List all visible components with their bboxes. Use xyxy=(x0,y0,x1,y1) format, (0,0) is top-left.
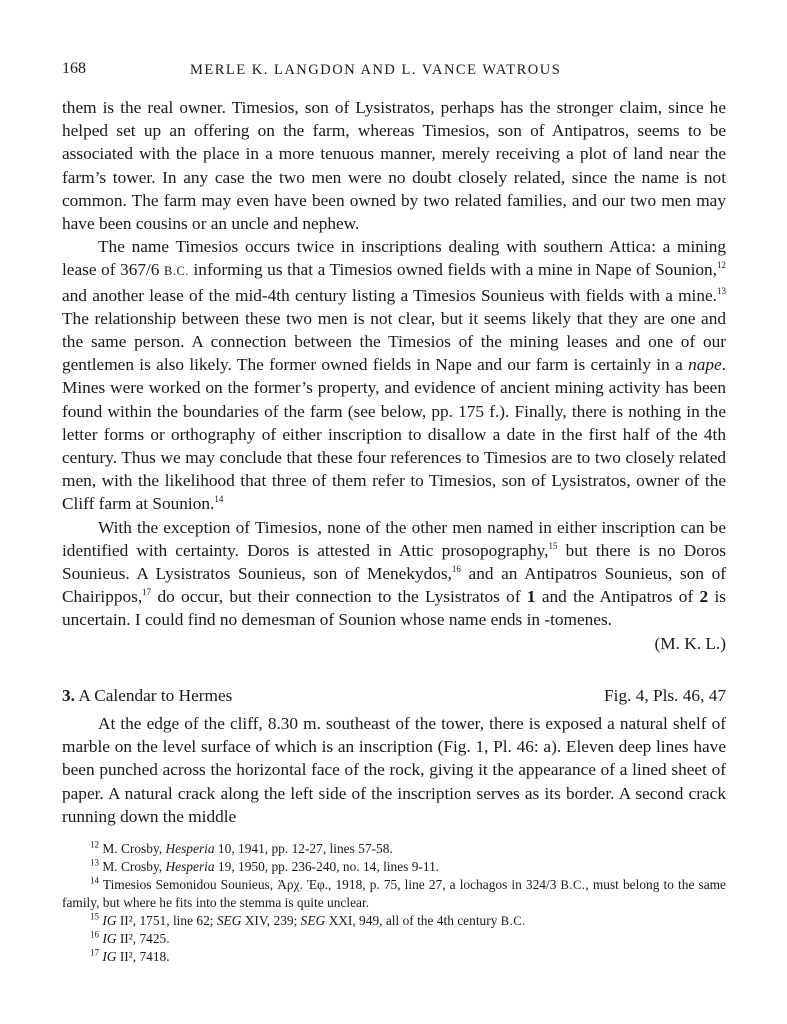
footnotes xyxy=(62,840,726,966)
page-header xyxy=(62,60,728,84)
inscription-ref-2: 2 xyxy=(699,587,709,607)
footnote-ref-13[interactable]: 13 xyxy=(717,285,726,296)
footnote-15: $^{15}$ IG II², 1751, line 62; SEG XIV, 239; SEG XXI, 949, all of the 4th century B.C. xyxy=(90,911,526,928)
section-number: 3. xyxy=(62,686,75,705)
section-heading xyxy=(62,686,726,710)
nape-term: nape xyxy=(688,355,722,375)
footnote-14: $^{14}$ Timesios Semonidou Sounieus, Ἀρχ. Ἐφ., 1918, p. 75, line 27, a lochagos in 324/3 B.C., must belong to the same family, but where he fits into the stemma is quite unclear. xyxy=(62,875,726,910)
bc-abbrev: B.C. xyxy=(164,264,189,279)
footnote-ref-12[interactable]: 12 xyxy=(717,260,726,271)
footnote-12: $^{12}$ M. Crosby, Hesperia 10, 1941, pp. 12-27, lines 57-58. xyxy=(90,839,393,856)
page-number: 168 xyxy=(62,60,86,77)
author-initials: (M. K. L.) xyxy=(654,633,726,653)
paragraph-2: The name Timesios occurs twice in inscriptions dealing with southern Attica: a mining lease of 367/6 B.C. informing us that a Timesios owned fields with a mine in Nape of Sounion,$^{12}$ and another lease of the mid-4th century listing a Timesios Sounieus with fields with a mine.$^{13}$ The relationship between these two men is not clear, but it seems likely that they are one and the same person. A connection between the Timesios of the mining leases and one of our gentlemen is also likely. The former owned fields in Nape and our farm is certainly in a nape. Mines were worked on the former’s property, and evidence of ancient mining activity has been found within the boundaries of the farm (see below, pp. 175 f.). Finally, there is nothing in the letter forms or orthography of either inscription to disallow a date in the first half of the 4th century. Thus we may conclude that these four references to Timesios are to two closely related men, with the likelihood that three of them refer to Timesios, son of Lysistratos, owner of the Cliff farm at Sounion.$^{14}$ xyxy=(62,237,726,514)
section-title: A Calendar to Hermes xyxy=(78,686,233,705)
inscription-ref-1: 1 xyxy=(526,587,536,607)
section-text xyxy=(62,712,726,828)
section-figures: Fig. 4, Pls. 46, 47 xyxy=(604,686,726,705)
footnote-ref-15[interactable]: 15 xyxy=(548,541,558,552)
paragraph-1: them is the real owner. Timesios, son of Lysistratos, perhaps has the stronger claim, since he helped set up an offering on the farm, whereas Timesios, son of Antipatros, seems to be associated with the place in a more tenuous manner, merely receiving a plot of land near the farm’s tower. In any case the two men were no doubt closely related, since the name is not common. The farm may even have been owned by two related families, and our two men may have been cousins or an uncle and nephew. xyxy=(62,98,726,234)
running-head: MERLE K. LANGDON AND L. VANCE WATROUS xyxy=(190,62,562,78)
footnote-ref-14[interactable]: 14 xyxy=(214,494,224,505)
paragraph-3: With the exception of Timesios, none of the other men named in either inscription can be identified with certainty. Doros is attested in Attic prosopography,$^{15}$ but there is no Doros Sounieus. A Lysistratos Sounieus, son of Menekydos,$^{16}$ and an Antipatros Sounieus, son of Chairippos,$^{17}$ do occur, but their connection to the Lysistratos of 1 and the Antipatros of 2 is uncertain. I could find no demesman of Sounion whose name ends in -tomenes. xyxy=(62,517,726,630)
footnote-ref-16[interactable]: 16 xyxy=(451,564,461,575)
footnote-16: $^{16}$ IG II², 7425. xyxy=(90,929,170,946)
main-text xyxy=(62,96,726,655)
footnote-17: $^{17}$ IG II², 7418. xyxy=(90,947,170,964)
section-paragraph: At the edge of the cliff, 8.30 m. southeast of the tower, there is exposed a natural shelf of marble on the level surface of which is an inscription (Fig. 1, Pl. 46: a). Eleven deep lines have been punched across the horizontal face of the rock, giving it the appearance of a lined sheet of paper. A natural crack along the left side of the inscription serves as its border. A second crack running down the middle xyxy=(62,714,726,826)
footnote-13: $^{13}$ M. Crosby, Hesperia 19, 1950, pp. 236-240, no. 14, lines 9-11. xyxy=(90,857,440,874)
footnote-ref-17[interactable]: 17 xyxy=(142,587,152,598)
